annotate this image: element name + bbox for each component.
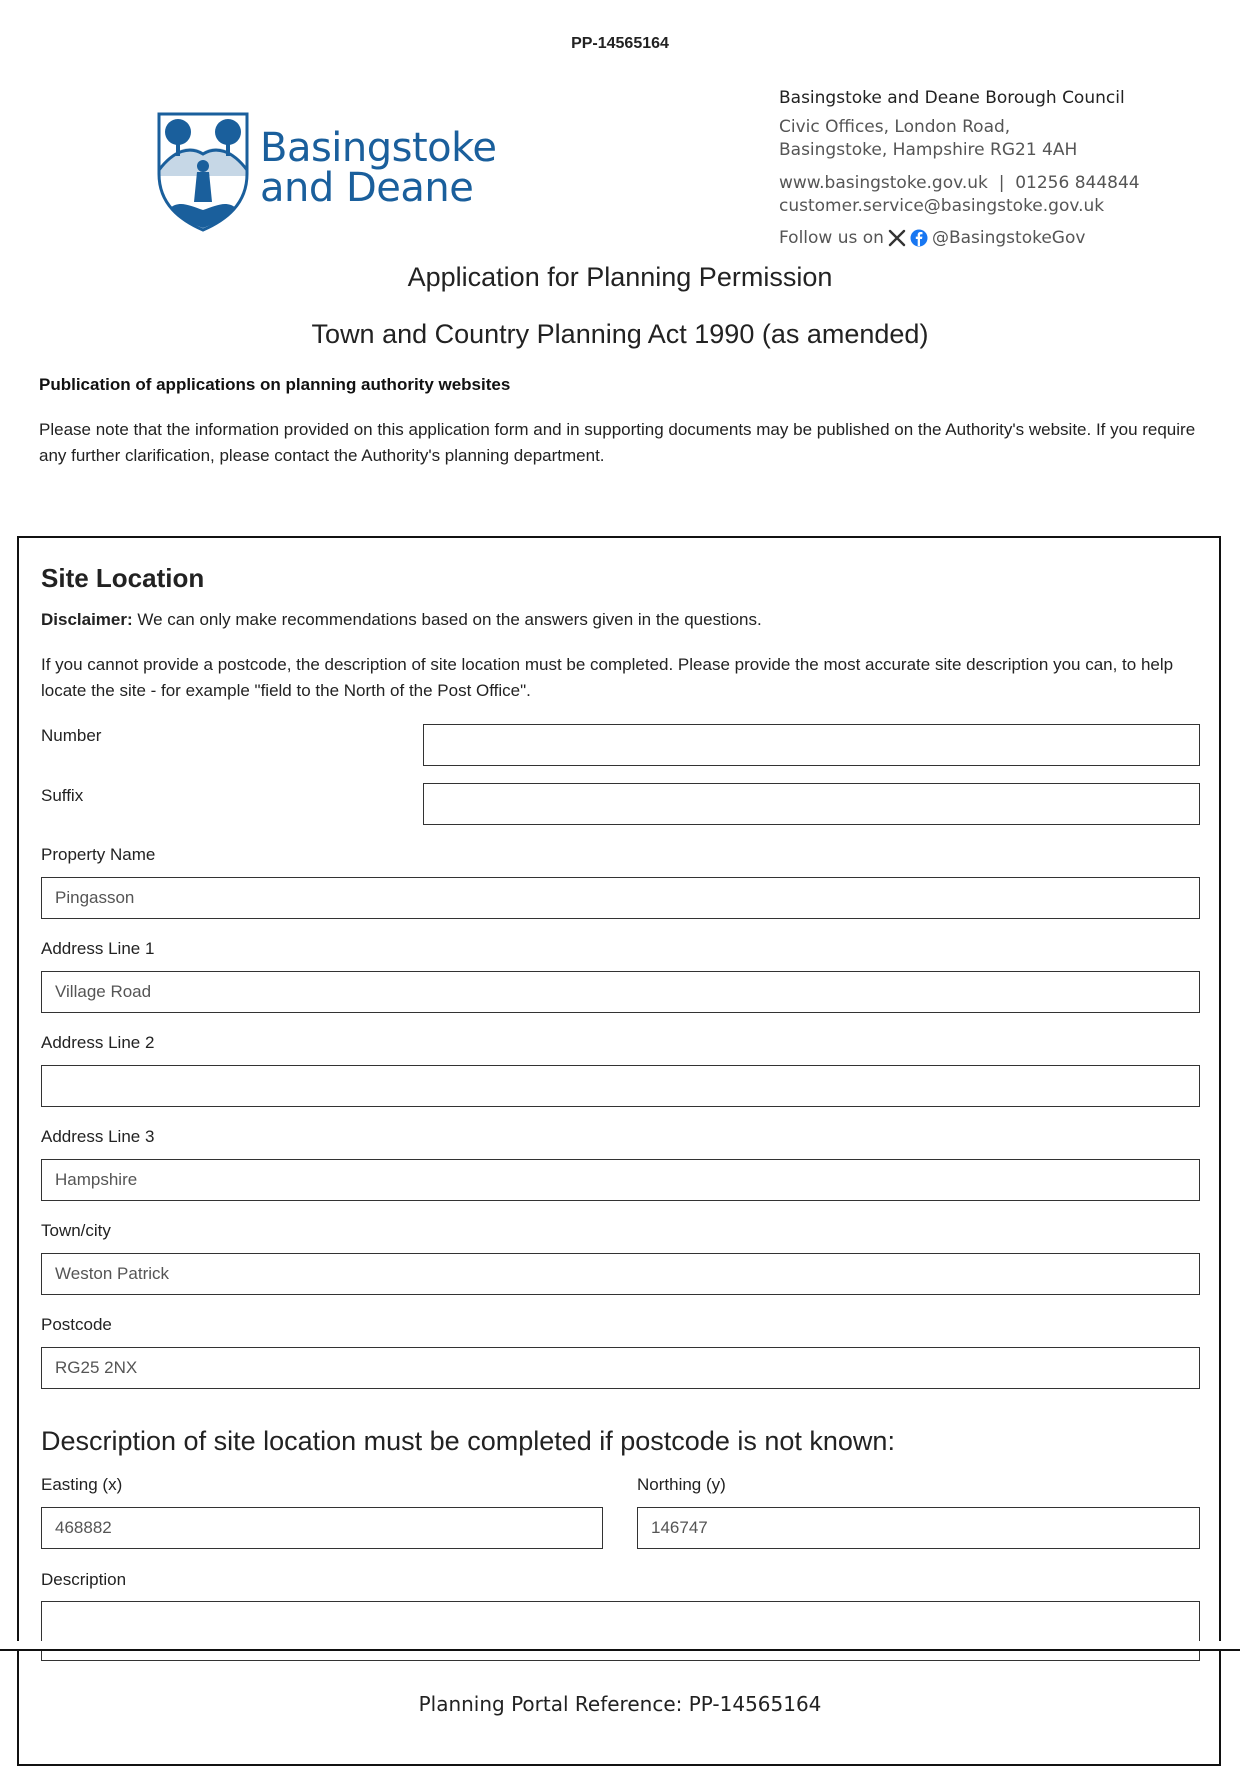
social-handle: @BasingstokeGov <box>931 228 1086 248</box>
logo-wordmark-line2: and Deane <box>260 165 474 211</box>
logo-wordmark-line1: Basingstoke <box>260 125 497 171</box>
number-field[interactable] <box>423 724 1200 766</box>
address-line1-field[interactable]: Village Road <box>41 971 1200 1013</box>
description-field[interactable] <box>41 1601 1200 1661</box>
council-name: Basingstoke and Deane Borough Council <box>779 88 1125 108</box>
description-label: Description <box>41 1570 127 1589</box>
site-location-section <box>17 536 1221 1766</box>
northing-label: Northing (y) <box>637 1475 726 1494</box>
easting-label: Easting (x) <box>41 1475 123 1494</box>
page-title: Application for Planning Permission <box>407 262 833 292</box>
footer-reference: Planning Portal Reference: PP-14565164 <box>418 1692 822 1716</box>
postcode-label: Postcode <box>41 1315 112 1334</box>
suffix-field[interactable] <box>423 783 1200 825</box>
page-subtitle: Town and Country Planning Act 1990 (as amended) <box>311 319 929 349</box>
postcode-field[interactable]: RG25 2NX <box>41 1347 1200 1389</box>
address-line2-field[interactable] <box>41 1065 1200 1107</box>
council-address-line2: Basingstoke, Hampshire RG21 4AH <box>779 140 1078 160</box>
address-line3-label: Address Line 3 <box>41 1127 155 1146</box>
section-title: Site Location <box>41 563 205 593</box>
application-reference: PP-14565164 <box>571 35 669 52</box>
council-email: customer.service@basingstoke.gov.uk <box>779 196 1105 216</box>
council-address-line1: Civic Offices, London Road, <box>779 117 1011 137</box>
number-label: Number <box>41 726 102 745</box>
publication-heading: Publication of applications on planning authority websites <box>39 375 511 394</box>
social-follow <box>779 228 1199 248</box>
site-location-intro: If you cannot provide a postcode, the description of site location must be completed. Please provide the most accurate site description you can, to help locate the site - for example "field to the North of the Post Office". <box>41 655 1174 700</box>
property-name-label: Property Name <box>41 845 156 864</box>
northing-field[interactable]: 146747 <box>637 1507 1200 1549</box>
address-line1-label: Address Line 1 <box>41 939 155 958</box>
council-contact-block <box>779 88 1199 248</box>
disclaimer <box>41 610 762 630</box>
address-line2-label: Address Line 2 <box>41 1033 155 1052</box>
easting-field[interactable]: 468882 <box>41 1507 603 1549</box>
council-logo <box>156 112 496 232</box>
follow-label: Follow us on <box>779 228 884 248</box>
property-name-field[interactable]: Pingasson <box>41 877 1200 919</box>
town-city-field[interactable]: Weston Patrick <box>41 1253 1200 1295</box>
council-website-phone: www.basingstoke.gov.uk | 01256 844844 <box>779 173 1140 193</box>
page-break-line <box>0 1649 1240 1651</box>
publication-text: Please note that the information provided on this application form and in supporting documents may be published on the Authority's website. If you require any further clarification, please contact the Authority's planning department. <box>39 420 1196 465</box>
council-crest-icon <box>156 112 250 232</box>
x-logo-icon <box>888 229 906 247</box>
disclaimer-text: We can only make recommendations based on the answers given in the questions. <box>132 610 762 629</box>
town-city-label: Town/city <box>41 1221 111 1240</box>
address-line3-field[interactable]: Hampshire <box>41 1159 1200 1201</box>
description-heading: Description of site location must be completed if postcode is not known: <box>41 1426 895 1456</box>
disclaimer-label: Disclaimer: <box>41 610 133 629</box>
suffix-label: Suffix <box>41 786 84 805</box>
facebook-icon <box>910 229 928 247</box>
